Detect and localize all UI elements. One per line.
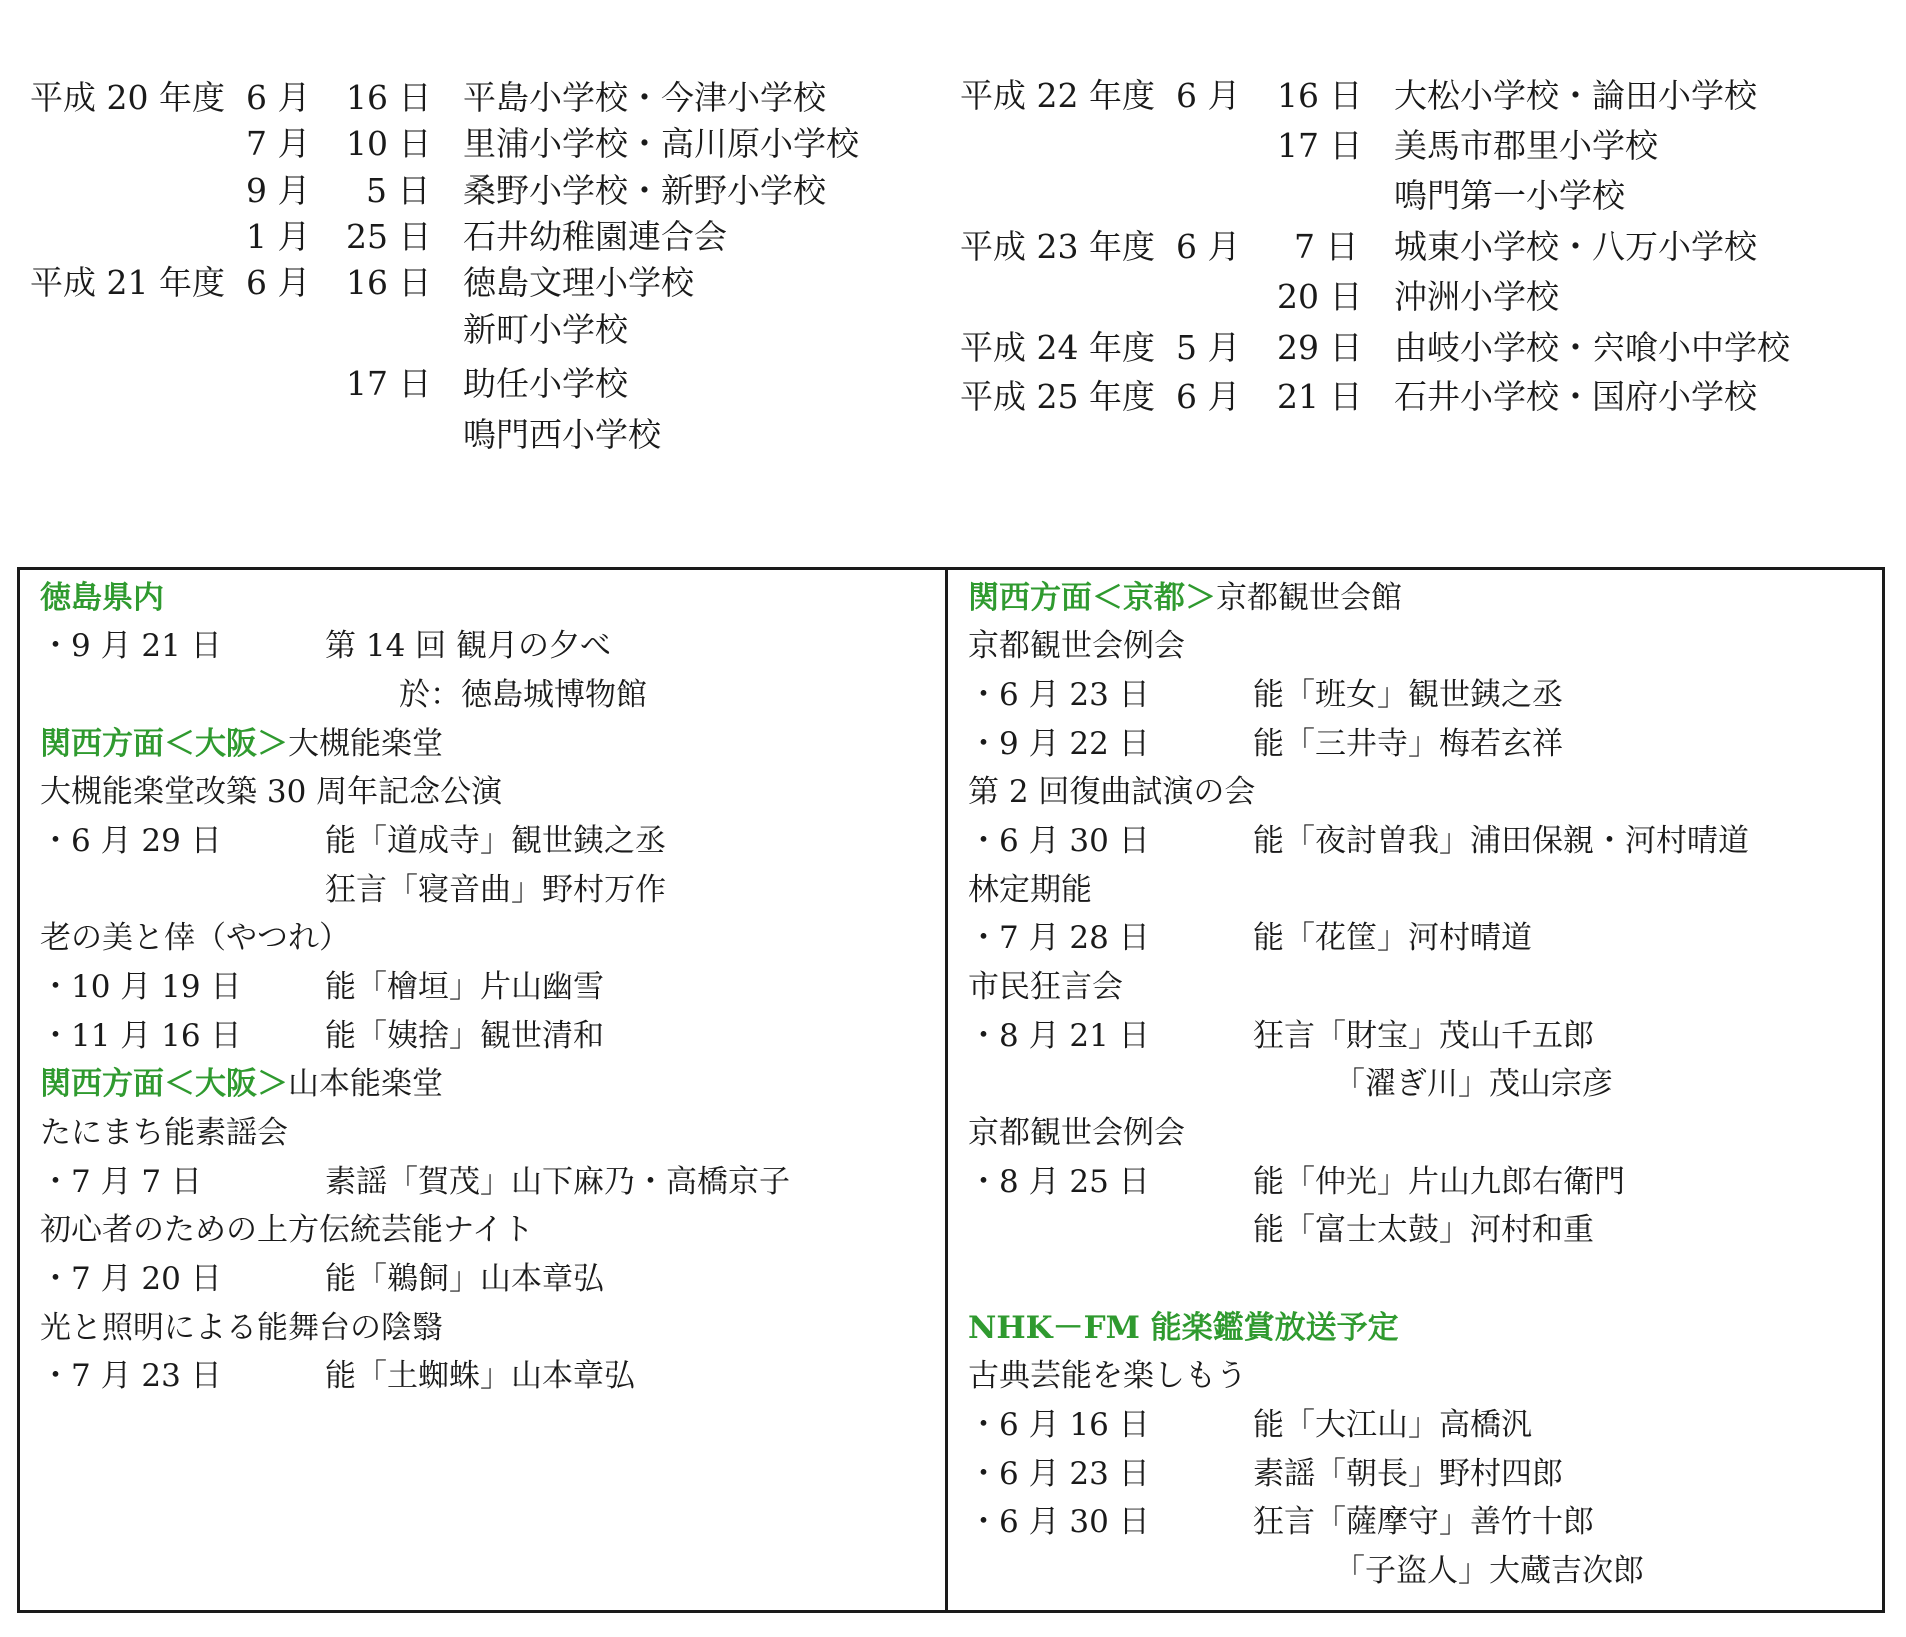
visit-day: 17 日 (1277, 126, 1363, 165)
visit-day: 20 日 (1277, 277, 1363, 316)
program-item: 狂言「薩摩守」善竹十郎 (1253, 1504, 1594, 1540)
series-title: 古典芸能を楽しもう (968, 1358, 1247, 1394)
visit-school: 里浦小学校・高川原小学校 (463, 124, 859, 163)
program-item: 能「姨捨」観世清和 (325, 1018, 604, 1054)
event-date: ・6 月 23 日 (968, 1456, 1150, 1492)
visit-day: 10 日 (346, 124, 432, 163)
visit-month: 6 月 (1176, 377, 1241, 416)
visit-day: 16 日 (346, 78, 432, 117)
event-date: ・9 月 22 日 (968, 726, 1150, 762)
event-date: ・7 月 7 日 (40, 1164, 203, 1200)
visit-year: 平成 24 年度 (960, 328, 1155, 367)
visit-school: 城東小学校・八万小学校 (1394, 227, 1757, 266)
visit-month: 9 月 (246, 171, 311, 210)
visit-day: 7 日 (1294, 227, 1359, 266)
visit-day: 25 日 (346, 217, 432, 256)
section-heading-venue: 京都観世会館 (1216, 580, 1402, 616)
section-heading (40, 724, 443, 764)
section-heading (40, 1064, 443, 1104)
visit-school: 平島小学校・今津小学校 (463, 78, 826, 117)
event-date: ・10 月 19 日 (40, 969, 242, 1005)
event-date: ・6 月 23 日 (968, 677, 1150, 713)
section-heading (968, 578, 1402, 618)
section-heading-region: 関西方面＜大阪＞ (40, 726, 288, 762)
visit-day: 16 日 (1277, 76, 1363, 115)
series-title: たにまち能素謡会 (40, 1115, 288, 1151)
program-item: 能「班女」観世銕之丞 (1253, 677, 1563, 713)
series-title: 京都観世会例会 (968, 1115, 1185, 1151)
section-heading: NHK－FM 能楽鑑賞放送予定 (968, 1310, 1399, 1346)
event-date: ・6 月 16 日 (968, 1407, 1150, 1443)
visit-school: 新町小学校 (463, 310, 628, 349)
series-title: 京都観世会例会 (968, 628, 1185, 664)
program-item: 能「檜垣」片山幽雪 (325, 969, 604, 1005)
event-title: 第 14 回 観月の夕べ (325, 628, 612, 664)
program-item: 能「土蜘蛛」山本章弘 (325, 1358, 635, 1394)
event-date: ・8 月 25 日 (968, 1164, 1150, 1200)
visit-school: 沖洲小学校 (1394, 277, 1559, 316)
program-item: 狂言「財宝」茂山千五郎 (1253, 1018, 1594, 1054)
program-item: 「濯ぎ川」茂山宗彦 (1334, 1066, 1613, 1102)
series-title: 林定期能 (968, 872, 1092, 908)
visit-day: 21 日 (1277, 377, 1363, 416)
program-item: 能「仲光」片山九郎右衛門 (1253, 1164, 1625, 1200)
program-item: 能「道成寺」観世銕之丞 (325, 823, 666, 859)
visit-month: 7 月 (246, 124, 311, 163)
program-item: 狂言「寝音曲」野村万作 (325, 872, 666, 908)
event-venue: 於：徳島城博物館 (399, 677, 647, 713)
visit-month: 6 月 (246, 78, 311, 117)
event-date: ・11 月 16 日 (40, 1018, 242, 1054)
visit-school: 石井幼稚園連合会 (463, 217, 727, 256)
section-heading-venue: 大槻能楽堂 (288, 726, 443, 762)
event-date: ・7 月 28 日 (968, 920, 1150, 956)
program-item: 能「三井寺」梅若玄祥 (1253, 726, 1563, 762)
section-heading-region: 関西方面＜京都＞ (968, 580, 1216, 616)
visit-day: 17 日 (346, 364, 432, 403)
visit-month: 5 月 (1176, 328, 1241, 367)
visit-month: 6 月 (1176, 227, 1241, 266)
visit-school: 鳴門西小学校 (463, 415, 661, 454)
visit-school: 大松小学校・論田小学校 (1394, 76, 1757, 115)
program-item: 素謡「朝長」野村四郎 (1253, 1456, 1563, 1492)
series-title: 老の美と倖（やつれ） (40, 920, 350, 956)
visit-school: 石井小学校・国府小学校 (1394, 377, 1757, 416)
program-item: 素謡「賀茂」山下麻乃・高橋京子 (325, 1164, 790, 1200)
visit-year: 平成 25 年度 (960, 377, 1155, 416)
visit-day: 29 日 (1277, 328, 1363, 367)
event-date: ・7 月 23 日 (40, 1358, 222, 1394)
visit-school: 助任小学校 (463, 364, 628, 403)
program-item: 能「夜討曽我」浦田保親・河村晴道 (1253, 823, 1749, 859)
series-title: 市民狂言会 (968, 969, 1123, 1005)
event-date: ・6 月 30 日 (968, 1504, 1150, 1540)
visit-month: 6 月 (1176, 76, 1241, 115)
series-title: 大槻能楽堂改築 30 周年記念公演 (40, 774, 503, 810)
program-item: 能「花筐」河村晴道 (1253, 920, 1532, 956)
visit-school: 由岐小学校・宍喰小中学校 (1394, 328, 1790, 367)
program-item: 「子盗人」大蔵吉次郎 (1334, 1553, 1644, 1589)
series-title: 初心者のための上方伝統芸能ナイト (40, 1212, 534, 1248)
visit-year: 平成 23 年度 (960, 227, 1155, 266)
visit-day: 16 日 (346, 263, 432, 302)
program-item: 能「大江山」高橋汎 (1253, 1407, 1532, 1443)
visit-school: 美馬市郡里小学校 (1394, 126, 1658, 165)
section-heading: 徳島県内 (40, 580, 164, 616)
event-date: ・8 月 21 日 (968, 1018, 1150, 1054)
visit-year: 平成 22 年度 (960, 76, 1155, 115)
series-title: 第 2 回復曲試演の会 (968, 774, 1256, 810)
column-divider (945, 567, 948, 1613)
visit-year: 平成 21 年度 (30, 263, 225, 302)
visit-day: 5 日 (366, 171, 431, 210)
visit-school: 桑野小学校・新野小学校 (463, 171, 826, 210)
section-heading-region: 関西方面＜大阪＞ (40, 1066, 288, 1102)
visit-year: 平成 20 年度 (30, 78, 225, 117)
series-title: 光と照明による能舞台の陰翳 (40, 1310, 443, 1346)
event-date: ・6 月 30 日 (968, 823, 1150, 859)
program-item: 能「鵜飼」山本章弘 (325, 1261, 604, 1297)
visit-month: 1 月 (246, 217, 311, 256)
visit-school: 徳島文理小学校 (463, 263, 694, 302)
visit-school: 鳴門第一小学校 (1394, 176, 1625, 215)
visit-month: 6 月 (246, 263, 311, 302)
section-heading-venue: 山本能楽堂 (288, 1066, 443, 1102)
event-date: ・9 月 21 日 (40, 628, 222, 664)
event-date: ・6 月 29 日 (40, 823, 222, 859)
program-item: 能「富士太鼓」河村和重 (1253, 1212, 1594, 1248)
event-date: ・7 月 20 日 (40, 1261, 222, 1297)
